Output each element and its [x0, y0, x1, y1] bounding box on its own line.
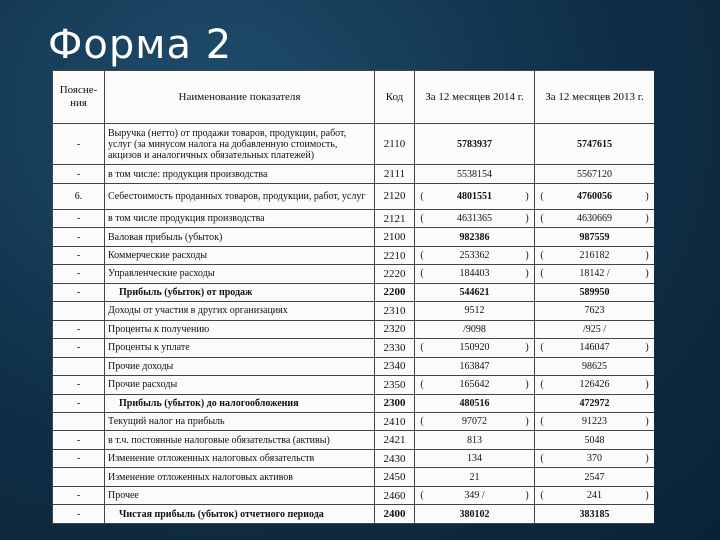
close-paren: ) [645, 416, 649, 428]
value-2014: 380102 [459, 508, 490, 520]
value-2014: 163847 [459, 360, 490, 372]
table-row [53, 468, 655, 486]
value-cell-2013 [535, 413, 655, 431]
value-2013: 91223 [582, 416, 607, 428]
value-2013: 987559 [579, 231, 610, 243]
value-cell-2014 [415, 283, 535, 301]
value-cell-2014 [415, 431, 535, 449]
value-2014: 134 [467, 453, 482, 465]
close-paren: ) [525, 490, 529, 502]
header-2014: За 12 месяцев 2014 г. [415, 71, 535, 124]
open-paren: ( [420, 190, 424, 202]
value-cell-2013 [535, 357, 655, 375]
line-code: 2460 [375, 486, 415, 504]
table-row [53, 413, 655, 431]
indicator-name: Себестоимость проданных товаров, продукции, работ, услуг [105, 183, 375, 209]
note-cell: - [53, 283, 105, 301]
value-2014: 480516 [459, 397, 490, 409]
value-cell-2014 [415, 339, 535, 357]
open-paren: ( [540, 453, 544, 465]
indicator-name: Прочие доходы [105, 357, 375, 375]
report-sheet [52, 70, 654, 524]
value-cell-2013 [535, 183, 655, 209]
indicator-name: Изменение отложенных налоговых обязательств [105, 449, 375, 467]
value-2014: 5783937 [457, 138, 492, 150]
indicator-name: Валовая прибыль (убыток) [105, 228, 375, 246]
open-paren: ( [420, 250, 424, 262]
value-cell-2014 [415, 468, 535, 486]
close-paren: ) [525, 190, 529, 202]
value-cell-2013 [535, 165, 655, 183]
note-cell: - [53, 486, 105, 504]
indicator-name: Прочее [105, 486, 375, 504]
value-cell-2013 [535, 449, 655, 467]
line-code: 2340 [375, 357, 415, 375]
value-cell-2013 [535, 376, 655, 394]
line-code: 2400 [375, 505, 415, 524]
close-paren: ) [645, 268, 649, 280]
open-paren: ( [420, 490, 424, 502]
value-cell-2014 [415, 209, 535, 227]
indicator-name: Управленческие расходы [105, 265, 375, 283]
close-paren: ) [645, 379, 649, 391]
value-2014: 544621 [459, 286, 490, 298]
header-row [53, 71, 655, 124]
close-paren: ) [525, 213, 529, 225]
value-2014: 9512 [464, 305, 485, 317]
indicator-name: Прибыль (убыток) от продаж [105, 283, 375, 301]
note-cell: - [53, 449, 105, 467]
value-cell-2014 [415, 357, 535, 375]
table-row [53, 265, 655, 283]
table-row [53, 376, 655, 394]
note-cell: - [53, 505, 105, 524]
table-row [53, 124, 655, 165]
value-cell-2013 [535, 209, 655, 227]
value-cell-2014 [415, 413, 535, 431]
income-statement-table [52, 70, 654, 524]
note-cell: - [53, 209, 105, 227]
line-code: 2450 [375, 468, 415, 486]
note-cell: - [53, 320, 105, 338]
value-cell-2014 [415, 505, 535, 524]
value-2013: 126426 [579, 379, 610, 391]
indicator-name: Чистая прибыль (убыток) отчетного периода [105, 505, 375, 524]
note-cell: - [53, 228, 105, 246]
value-cell-2013 [535, 468, 655, 486]
table-row [53, 165, 655, 183]
indicator-name: Прибыль (убыток) до налогообложения [105, 394, 375, 412]
close-paren: ) [525, 250, 529, 262]
close-paren: ) [645, 213, 649, 225]
value-2014: 813 [467, 434, 482, 446]
value-cell-2014 [415, 449, 535, 467]
value-2014: 165642 [459, 379, 490, 391]
line-code: 2121 [375, 209, 415, 227]
open-paren: ( [540, 213, 544, 225]
close-paren: ) [645, 342, 649, 354]
value-2013: 18142 / [579, 268, 610, 280]
indicator-name: в том числе: продукция производства [105, 165, 375, 183]
value-2014: 349 / [464, 490, 485, 502]
value-cell-2013 [535, 320, 655, 338]
note-cell [53, 413, 105, 431]
value-2014: /9098 [463, 323, 486, 335]
close-paren: ) [525, 342, 529, 354]
value-2013: /925 / [582, 323, 607, 335]
line-code: 2111 [375, 165, 415, 183]
value-2014: 4801551 [457, 190, 492, 202]
line-code: 2310 [375, 302, 415, 320]
value-cell-2013 [535, 505, 655, 524]
indicator-name: в том числе продукция производства [105, 209, 375, 227]
value-2014: 97072 [462, 416, 487, 428]
value-2013: 241 [587, 490, 602, 502]
note-cell: - [53, 165, 105, 183]
indicator-name: Коммерческие расходы [105, 246, 375, 264]
line-code: 2100 [375, 228, 415, 246]
indicator-name: Проценты к получению [105, 320, 375, 338]
close-paren: ) [645, 190, 649, 202]
value-cell-2013 [535, 228, 655, 246]
value-2014: 982386 [459, 231, 490, 243]
line-code: 2120 [375, 183, 415, 209]
line-code: 2350 [375, 376, 415, 394]
note-cell: - [53, 394, 105, 412]
value-2013: 98625 [582, 360, 607, 372]
table-row [53, 431, 655, 449]
table-row [53, 357, 655, 375]
open-paren: ( [540, 490, 544, 502]
value-2013: 216182 [579, 250, 610, 262]
note-cell: - [53, 431, 105, 449]
note-cell [53, 302, 105, 320]
line-code: 2210 [375, 246, 415, 264]
value-cell-2014 [415, 394, 535, 412]
value-2014: 21 [469, 471, 480, 483]
value-cell-2013 [535, 339, 655, 357]
header-note: Поясне-ния [53, 71, 105, 124]
note-cell: - [53, 246, 105, 264]
table-row [53, 339, 655, 357]
table-row [53, 183, 655, 209]
value-2013: 4760056 [577, 190, 612, 202]
indicator-name: Прочие расходы [105, 376, 375, 394]
value-cell-2013 [535, 394, 655, 412]
close-paren: ) [525, 268, 529, 280]
value-cell-2014 [415, 265, 535, 283]
slide-title: Форма 2 [48, 22, 233, 68]
value-2014: 253362 [459, 250, 490, 262]
table-row [53, 283, 655, 301]
line-code: 2421 [375, 431, 415, 449]
open-paren: ( [540, 268, 544, 280]
table-row [53, 209, 655, 227]
close-paren: ) [645, 453, 649, 465]
value-2014: 184403 [459, 268, 490, 280]
line-code: 2300 [375, 394, 415, 412]
table-row [53, 246, 655, 264]
table-row [53, 449, 655, 467]
line-code: 2430 [375, 449, 415, 467]
header-2013: За 12 месяцев 2013 г. [535, 71, 655, 124]
note-cell: - [53, 339, 105, 357]
value-2013: 7623 [584, 305, 605, 317]
line-code: 2200 [375, 283, 415, 301]
table-row [53, 302, 655, 320]
value-cell-2014 [415, 486, 535, 504]
open-paren: ( [540, 416, 544, 428]
table-row [53, 394, 655, 412]
value-2013: 5567120 [577, 168, 612, 180]
value-cell-2014 [415, 183, 535, 209]
open-paren: ( [420, 342, 424, 354]
open-paren: ( [420, 379, 424, 391]
value-cell-2013 [535, 486, 655, 504]
note-cell [53, 468, 105, 486]
value-2014: 5538154 [457, 168, 492, 180]
table-row [53, 228, 655, 246]
value-2013: 383185 [579, 508, 610, 520]
value-cell-2013 [535, 283, 655, 301]
line-code: 2110 [375, 124, 415, 165]
indicator-name: Текущий налог на прибыль [105, 413, 375, 431]
value-2013: 5747615 [577, 138, 612, 150]
value-cell-2014 [415, 302, 535, 320]
close-paren: ) [525, 416, 529, 428]
value-2013: 5048 [584, 434, 605, 446]
open-paren: ( [540, 342, 544, 354]
value-cell-2013 [535, 431, 655, 449]
value-cell-2013 [535, 265, 655, 283]
open-paren: ( [540, 250, 544, 262]
open-paren: ( [540, 379, 544, 391]
value-cell-2014 [415, 376, 535, 394]
value-cell-2014 [415, 320, 535, 338]
open-paren: ( [420, 268, 424, 280]
value-cell-2014 [415, 228, 535, 246]
value-cell-2014 [415, 165, 535, 183]
close-paren: ) [645, 490, 649, 502]
value-2014: 150920 [459, 342, 490, 354]
table-row [53, 486, 655, 504]
indicator-name: Выручка (нетто) от продажи товаров, продукции, работ, услуг (за минусом налога на добавленную стоимость, акцизов и аналогичных обязательных платежей) [105, 124, 375, 165]
value-cell-2013 [535, 246, 655, 264]
value-cell-2014 [415, 124, 535, 165]
open-paren: ( [420, 416, 424, 428]
value-2013: 472972 [579, 397, 610, 409]
value-cell-2013 [535, 124, 655, 165]
value-2014: 4631365 [457, 213, 492, 225]
value-cell-2013 [535, 302, 655, 320]
note-cell: - [53, 265, 105, 283]
line-code: 2220 [375, 265, 415, 283]
close-paren: ) [645, 250, 649, 262]
indicator-name: Проценты к уплате [105, 339, 375, 357]
header-name: Наименование показателя [105, 71, 375, 124]
table-row [53, 505, 655, 524]
indicator-name: Изменение отложенных налоговых активов [105, 468, 375, 486]
value-2013: 370 [587, 453, 602, 465]
line-code: 2330 [375, 339, 415, 357]
value-2013: 2547 [584, 471, 605, 483]
value-2013: 4630669 [577, 213, 612, 225]
close-paren: ) [525, 379, 529, 391]
header-code: Код [375, 71, 415, 124]
indicator-name: Доходы от участия в других организациях [105, 302, 375, 320]
value-2013: 146047 [579, 342, 610, 354]
note-cell [53, 357, 105, 375]
indicator-name: в т.ч. постоянные налоговые обязательства (активы) [105, 431, 375, 449]
table-row [53, 320, 655, 338]
note-cell: 6. [53, 183, 105, 209]
line-code: 2320 [375, 320, 415, 338]
open-paren: ( [420, 213, 424, 225]
value-cell-2014 [415, 246, 535, 264]
value-2013: 589950 [579, 286, 610, 298]
line-code: 2410 [375, 413, 415, 431]
open-paren: ( [540, 190, 544, 202]
note-cell: - [53, 124, 105, 165]
note-cell: - [53, 376, 105, 394]
